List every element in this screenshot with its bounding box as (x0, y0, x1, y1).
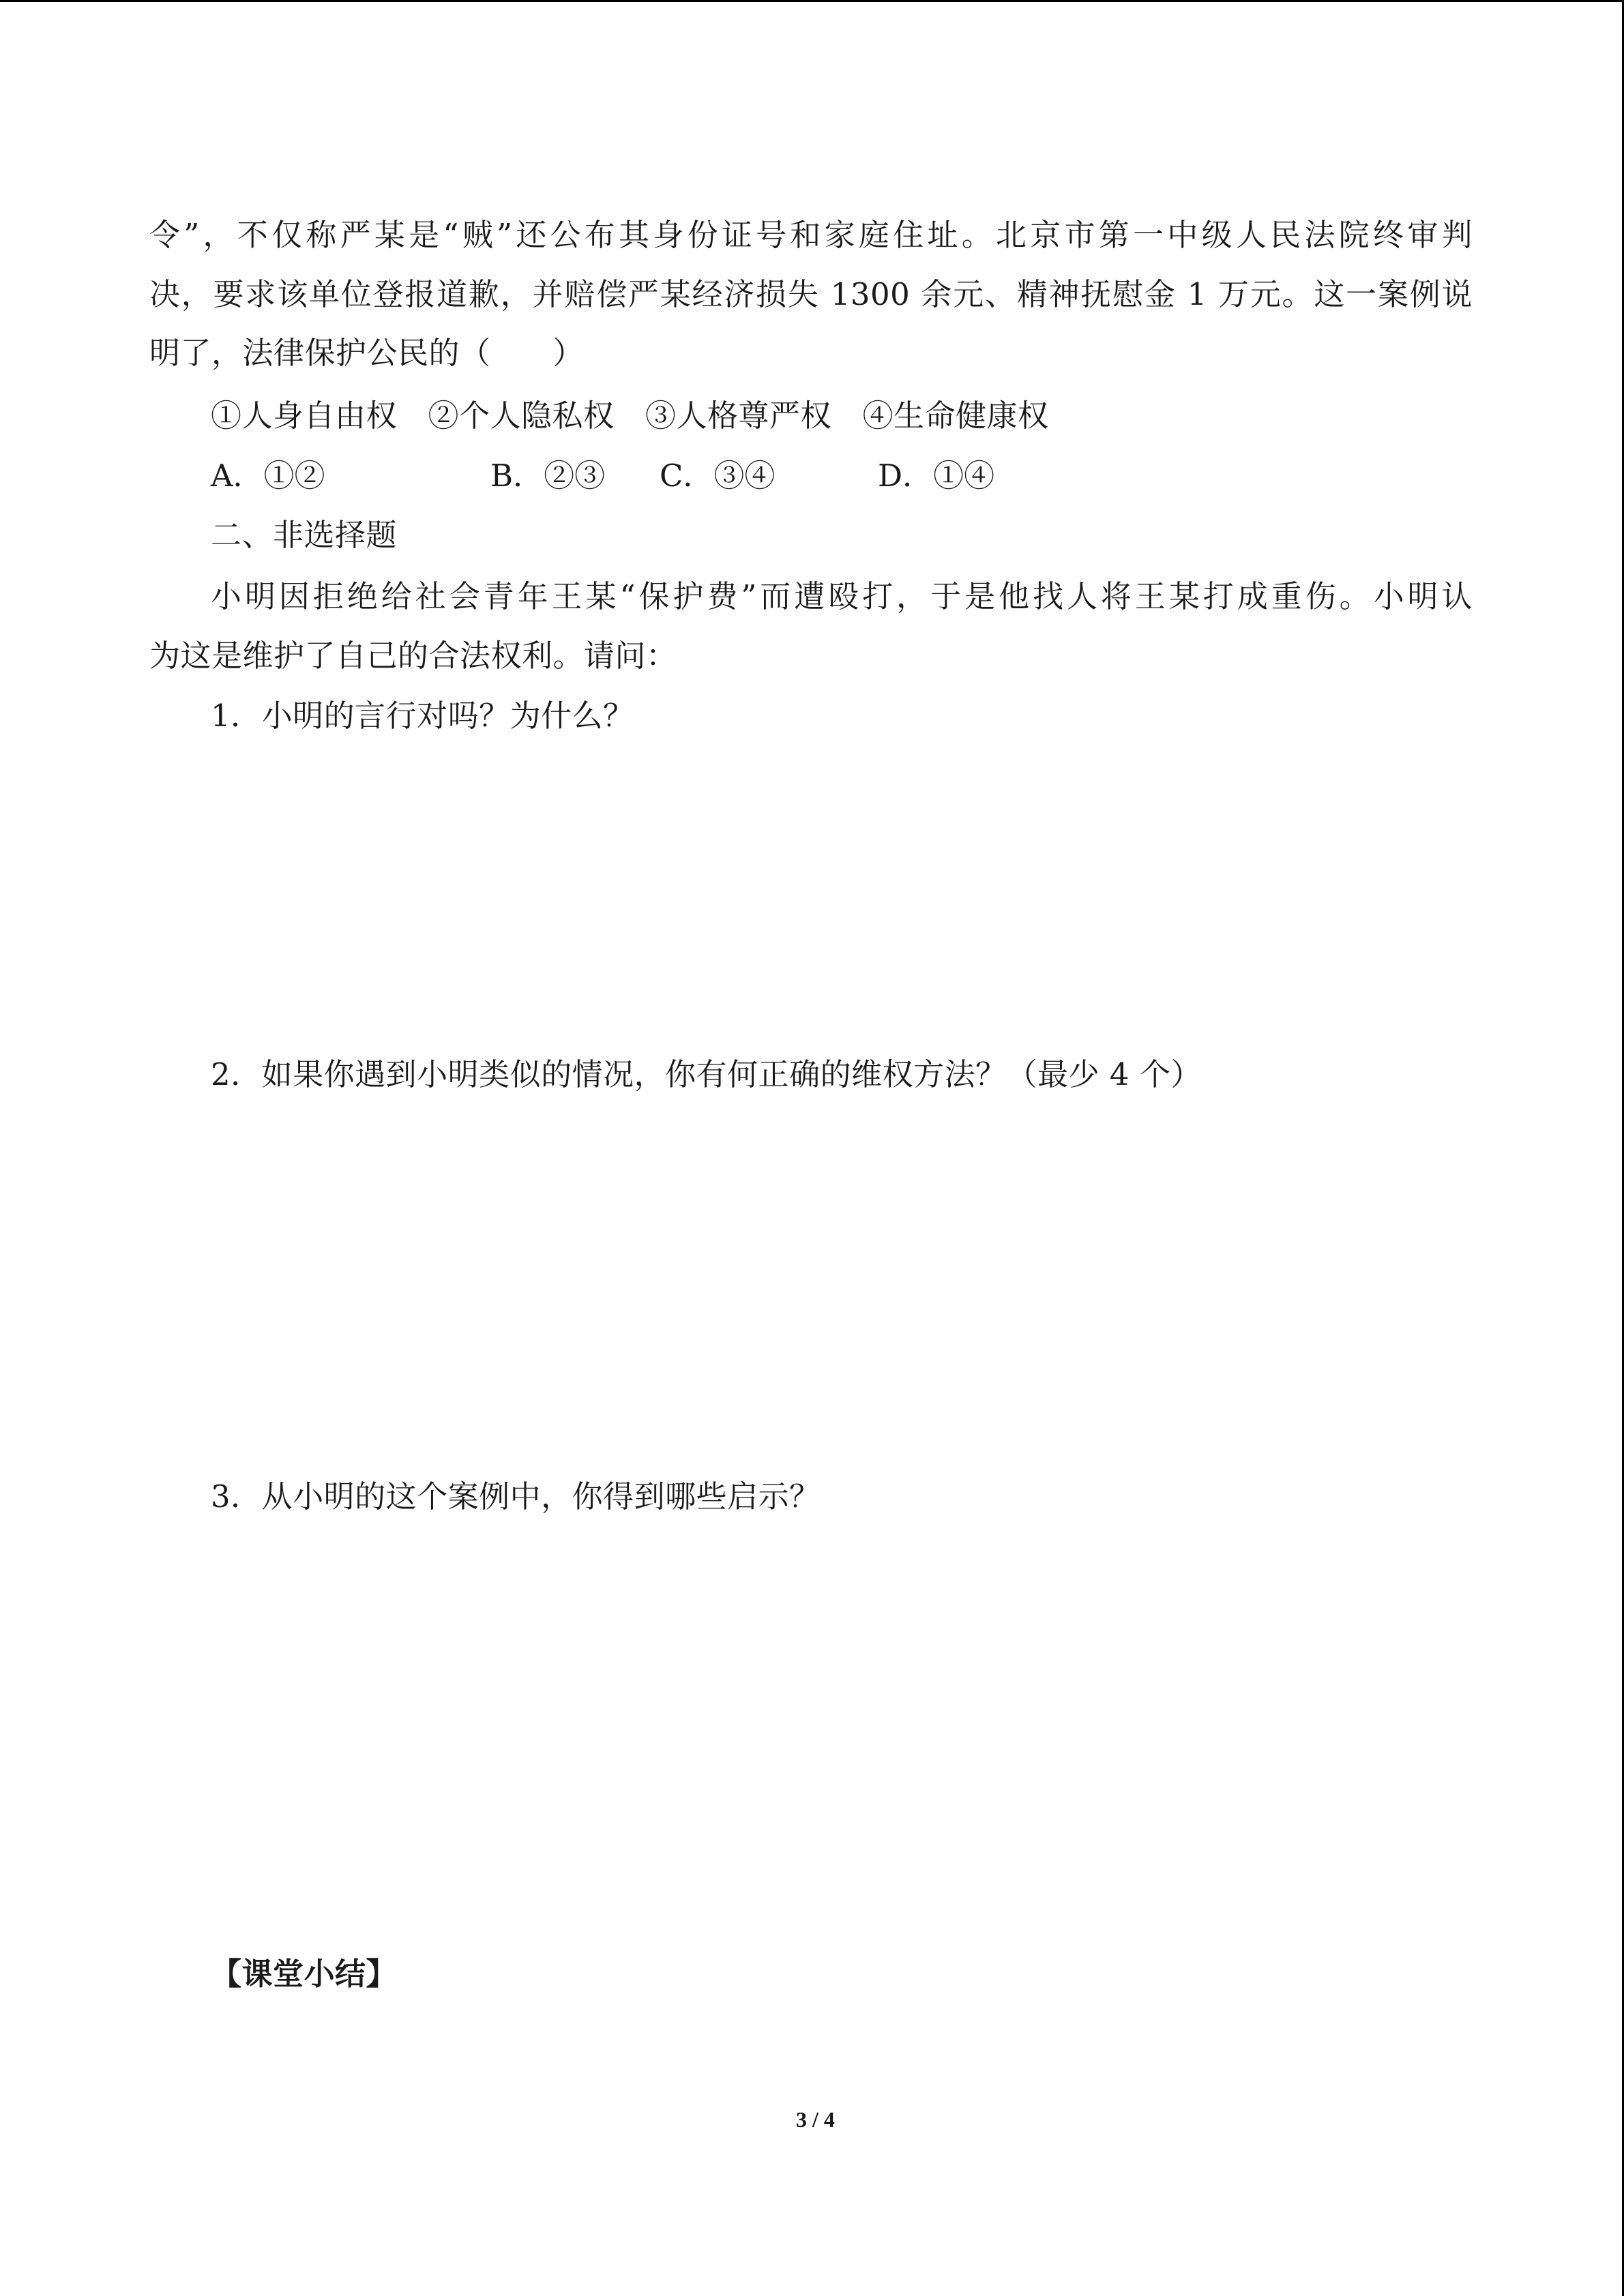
paragraph-line-text: 令”，不仅称严某是“贼”还公布其身份证号和家庭住址。北京市第一中级人民法院终审判 (149, 217, 1473, 253)
page-number: 3 / 4 (796, 2107, 835, 2132)
option-a: A．①② (211, 458, 325, 494)
paragraph-line (149, 274, 1473, 315)
case-line (211, 576, 1473, 617)
page-border-top (0, 0, 1624, 2)
question-1: 1．小明的言行对吗？为什么？ (211, 698, 634, 734)
question-2: 2．如果你遇到小明类似的情况，你有何正确的维权方法？（最少 4 个） (211, 1056, 1202, 1092)
case-line-text: 小明因拒绝给社会青年王某“保护费”而遭殴打，于是他找人将王某打成重伤。小明认 (211, 578, 1473, 614)
summary-heading: 【课堂小结】 (211, 1956, 398, 1992)
case-line: 为这是维护了自己的合法权利。请问： (149, 638, 677, 674)
paragraph-line-text: 决，要求该单位登报道歉，并赔偿严某经济损失 1300 余元、精神抚慰金 1 万元。这一案例说 (149, 276, 1473, 312)
paragraph-line: 明了，法律保护公民的（ ） (149, 335, 585, 371)
option-c: C．③④ (660, 458, 776, 494)
question-3: 3．从小明的这个案例中，你得到哪些启示？ (211, 1478, 821, 1515)
paragraph-line (149, 215, 1473, 256)
section-heading: 二、非选择题 (211, 517, 398, 553)
rights-list: ①人身自由权 ②个人隐私权 ③人格尊严权 ④生命健康权 (211, 398, 1049, 434)
option-b: B．②③ (490, 458, 606, 494)
option-d: D．①④ (878, 458, 995, 494)
